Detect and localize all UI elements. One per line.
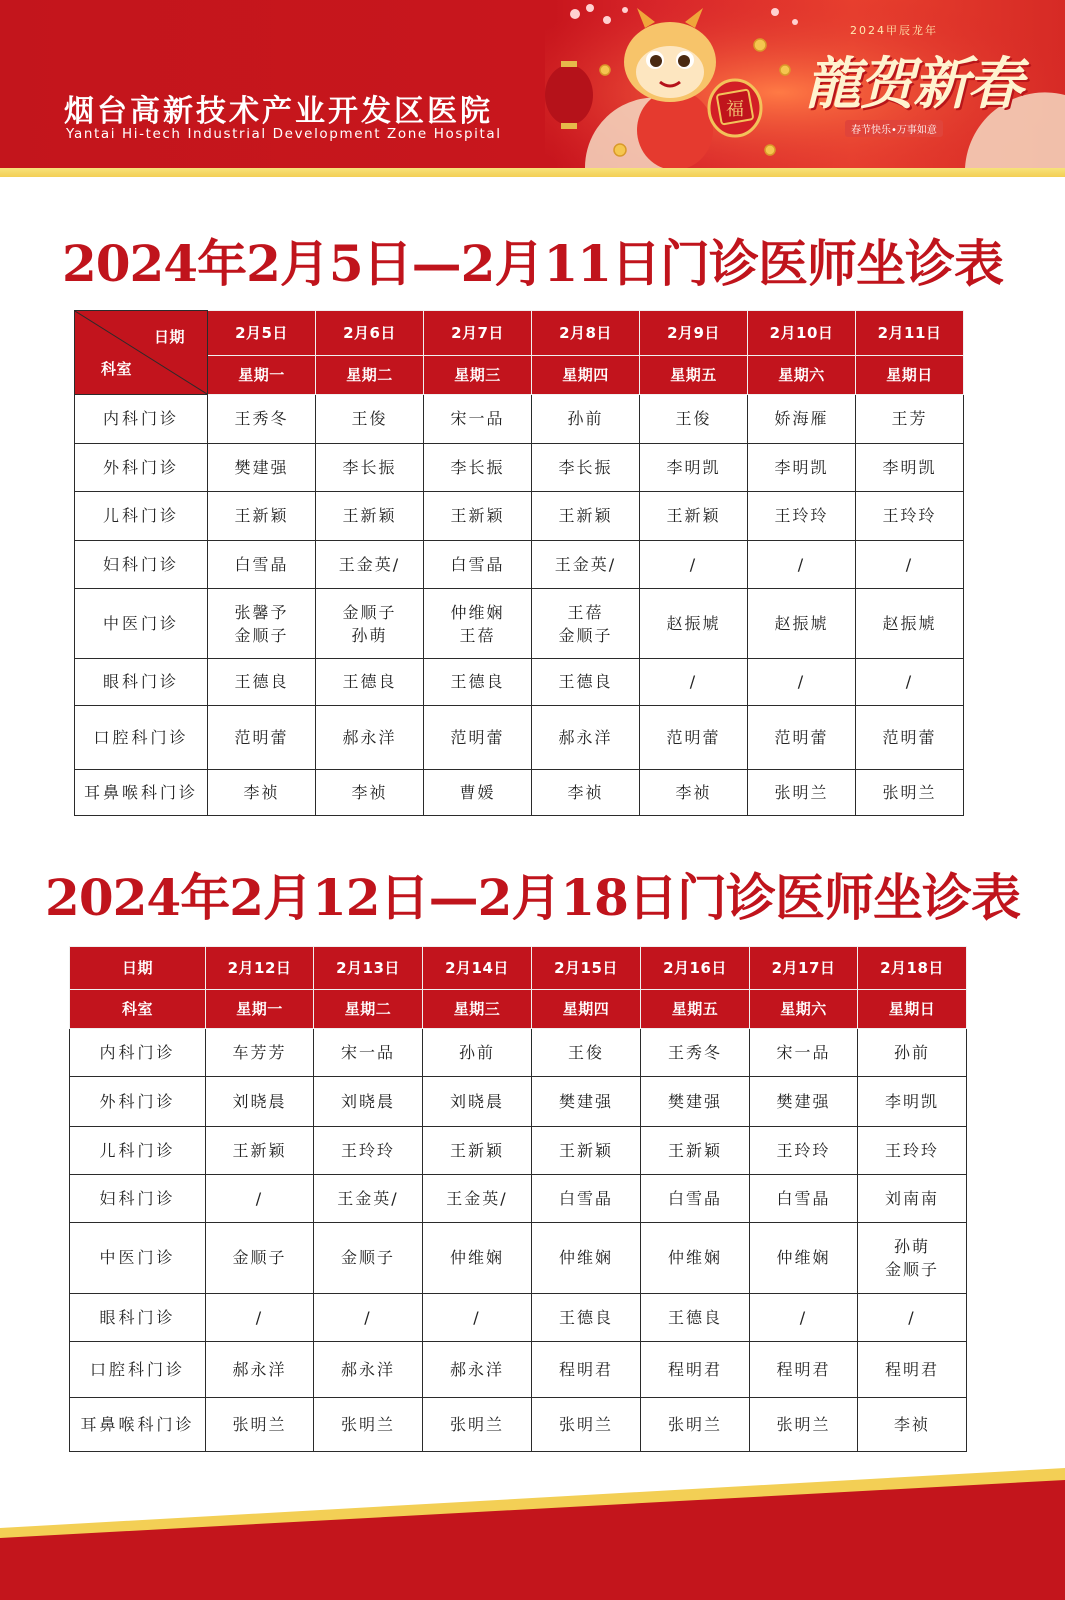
doctor-cell: 仲维娴 bbox=[750, 1223, 858, 1294]
doctor-cell: 王玲玲 bbox=[314, 1127, 423, 1175]
department-cell: 口腔科门诊 bbox=[70, 1342, 206, 1398]
doctor-cell: 王俊 bbox=[532, 1029, 641, 1077]
doctor-cell: 李长振 bbox=[424, 444, 532, 492]
department-cell: 妇科门诊 bbox=[75, 541, 208, 589]
doctor-cell: 王德良 bbox=[532, 659, 640, 706]
doctor-cell: 王新颖 bbox=[532, 492, 640, 541]
weekday-cell: 星期日 bbox=[856, 356, 964, 395]
doctor-cell: 白雪晶 bbox=[750, 1175, 858, 1223]
doctor-cell: 张明兰 bbox=[532, 1398, 641, 1452]
festival-subtitle: 春节快乐•万事如意 bbox=[845, 120, 943, 137]
department-cell: 内科门诊 bbox=[75, 395, 208, 444]
doctor-cell: 金顺子 孙萌 bbox=[316, 589, 424, 659]
doctor-cell: 王金英/ bbox=[314, 1175, 423, 1223]
weekday-cell: 星期四 bbox=[532, 990, 641, 1029]
date-cell: 2月5日 bbox=[208, 311, 316, 356]
doctor-cell: 范明蕾 bbox=[640, 706, 748, 770]
table-row bbox=[70, 1029, 967, 1077]
doctor-cell: 白雪晶 bbox=[641, 1175, 750, 1223]
doctor-cell: 李明凯 bbox=[856, 444, 964, 492]
doctor-cell: 张明兰 bbox=[750, 1398, 858, 1452]
table-row bbox=[70, 1223, 967, 1294]
corner-date-label: 日期 bbox=[70, 947, 206, 990]
doctor-cell: 王德良 bbox=[316, 659, 424, 706]
table-row bbox=[70, 1175, 967, 1223]
table-row bbox=[70, 1077, 967, 1127]
department-cell: 外科门诊 bbox=[70, 1077, 206, 1127]
date-cell: 2月13日 bbox=[314, 947, 423, 990]
doctor-cell: 曹媛 bbox=[424, 770, 532, 816]
corner-date-label: 日期 bbox=[153, 328, 185, 346]
doctor-cell: 张明兰 bbox=[206, 1398, 314, 1452]
doctor-cell: 王秀冬 bbox=[641, 1029, 750, 1077]
date-cell: 2月16日 bbox=[641, 947, 750, 990]
doctor-cell: 范明蕾 bbox=[748, 706, 856, 770]
doctor-cell: 郝永洋 bbox=[316, 706, 424, 770]
doctor-cell: 李明凯 bbox=[748, 444, 856, 492]
date-cell: 2月12日 bbox=[206, 947, 314, 990]
doctor-cell: 赵振虓 bbox=[748, 589, 856, 659]
festival-year: 2024甲辰龙年 bbox=[850, 24, 938, 37]
doctor-cell: 程明君 bbox=[532, 1342, 641, 1398]
date-cell: 2月17日 bbox=[750, 947, 858, 990]
weekday-header-row bbox=[75, 356, 964, 395]
doctor-cell: 樊建强 bbox=[750, 1077, 858, 1127]
doctor-cell: 范明蕾 bbox=[208, 706, 316, 770]
doctor-cell: 娇海雁 bbox=[748, 395, 856, 444]
doctor-cell: 金顺子 bbox=[206, 1223, 314, 1294]
doctor-cell: 王秀冬 bbox=[208, 395, 316, 444]
doctor-cell: 仲维娴 王蓓 bbox=[424, 589, 532, 659]
corner-dept-label: 科室 bbox=[70, 990, 206, 1029]
doctor-cell: 张明兰 bbox=[748, 770, 856, 816]
doctor-cell: 王德良 bbox=[208, 659, 316, 706]
table-row bbox=[75, 706, 964, 770]
weekday-cell: 星期一 bbox=[206, 990, 314, 1029]
doctor-cell: 郝永洋 bbox=[206, 1342, 314, 1398]
doctor-cell: 程明君 bbox=[641, 1342, 750, 1398]
banner-gold-stripe bbox=[0, 168, 1065, 177]
date-cell: 2月10日 bbox=[748, 311, 856, 356]
date-cell: 2月15日 bbox=[532, 947, 641, 990]
doctor-cell: 王金英/ bbox=[423, 1175, 532, 1223]
weekday-cell: 星期三 bbox=[423, 990, 532, 1029]
fortune-char: 福 bbox=[726, 99, 744, 120]
doctor-cell: 宋一品 bbox=[750, 1029, 858, 1077]
doctor-cell: 王金英/ bbox=[532, 541, 640, 589]
doctor-cell: 赵振虓 bbox=[856, 589, 964, 659]
doctor-cell: 刘晓晨 bbox=[206, 1077, 314, 1127]
department-cell: 眼科门诊 bbox=[70, 1294, 206, 1342]
doctor-cell: 王德良 bbox=[641, 1294, 750, 1342]
schedule-body-week2 bbox=[70, 1029, 967, 1452]
table-row bbox=[75, 492, 964, 541]
doctor-cell: 李明凯 bbox=[640, 444, 748, 492]
department-cell: 儿科门诊 bbox=[70, 1127, 206, 1175]
table-row bbox=[70, 1127, 967, 1175]
schedule-body-week1 bbox=[75, 395, 964, 816]
doctor-cell: 仲维娴 bbox=[532, 1223, 641, 1294]
doctor-cell: 王玲玲 bbox=[856, 492, 964, 541]
schedule-title-week1: 2024年2月5日—2月11日门诊医师坐诊表 bbox=[61, 234, 1004, 293]
doctor-cell: 王新颖 bbox=[532, 1127, 641, 1175]
date-cell: 2月7日 bbox=[424, 311, 532, 356]
weekday-cell: 星期日 bbox=[858, 990, 967, 1029]
date-cell: 2月11日 bbox=[856, 311, 964, 356]
doctor-cell: 仲维娴 bbox=[423, 1223, 532, 1294]
doctor-cell: 程明君 bbox=[750, 1342, 858, 1398]
doctor-cell: 李长振 bbox=[316, 444, 424, 492]
doctor-cell: 王芳 bbox=[856, 395, 964, 444]
schedule-table-week1 bbox=[74, 310, 964, 816]
department-cell: 耳鼻喉科门诊 bbox=[70, 1398, 206, 1452]
date-header-row bbox=[75, 311, 964, 356]
date-cell: 2月8日 bbox=[532, 311, 640, 356]
doctor-cell: 王俊 bbox=[640, 395, 748, 444]
table-row bbox=[70, 1398, 967, 1452]
doctor-cell: 王新颖 bbox=[641, 1127, 750, 1175]
doctor-cell: 张馨予 金顺子 bbox=[208, 589, 316, 659]
department-cell: 中医门诊 bbox=[70, 1223, 206, 1294]
doctor-cell: / bbox=[206, 1294, 314, 1342]
doctor-cell: 金顺子 bbox=[314, 1223, 423, 1294]
doctor-cell: / bbox=[858, 1294, 967, 1342]
doctor-cell: 孙前 bbox=[858, 1029, 967, 1077]
doctor-cell: 李祯 bbox=[858, 1398, 967, 1452]
doctor-cell: 王蓓 金顺子 bbox=[532, 589, 640, 659]
doctor-cell: 刘晓晨 bbox=[423, 1077, 532, 1127]
doctor-cell: / bbox=[750, 1294, 858, 1342]
doctor-cell: 王德良 bbox=[424, 659, 532, 706]
doctor-cell: 王俊 bbox=[316, 395, 424, 444]
weekday-header-row bbox=[70, 990, 967, 1029]
doctor-cell: / bbox=[206, 1175, 314, 1223]
doctor-cell: 车芳芳 bbox=[206, 1029, 314, 1077]
table-row bbox=[75, 444, 964, 492]
doctor-cell: 刘南南 bbox=[858, 1175, 967, 1223]
doctor-cell: 孙前 bbox=[423, 1029, 532, 1077]
department-cell: 口腔科门诊 bbox=[75, 706, 208, 770]
date-header-row bbox=[70, 947, 967, 990]
doctor-cell: / bbox=[314, 1294, 423, 1342]
doctor-cell: 郝永洋 bbox=[532, 706, 640, 770]
doctor-cell: 王金英/ bbox=[316, 541, 424, 589]
table-row bbox=[70, 1342, 967, 1398]
header-banner bbox=[0, 0, 1065, 168]
department-cell: 中医门诊 bbox=[75, 589, 208, 659]
doctor-cell: 王新颖 bbox=[423, 1127, 532, 1175]
doctor-cell: / bbox=[640, 659, 748, 706]
weekday-cell: 星期五 bbox=[641, 990, 750, 1029]
doctor-cell: 孙萌 金顺子 bbox=[858, 1223, 967, 1294]
footer-decoration bbox=[0, 1468, 1065, 1600]
doctor-cell: 李祯 bbox=[316, 770, 424, 816]
festival-title: 龍贺新春 bbox=[805, 51, 1021, 117]
doctor-cell: 王玲玲 bbox=[858, 1127, 967, 1175]
weekday-cell: 星期五 bbox=[640, 356, 748, 395]
doctor-cell: 王新颖 bbox=[424, 492, 532, 541]
corner-header-cell bbox=[75, 311, 208, 395]
doctor-cell: 张明兰 bbox=[423, 1398, 532, 1452]
weekday-cell: 星期一 bbox=[208, 356, 316, 395]
doctor-cell: 李祯 bbox=[532, 770, 640, 816]
doctor-cell: 王新颖 bbox=[316, 492, 424, 541]
weekday-cell: 星期四 bbox=[532, 356, 640, 395]
doctor-cell: / bbox=[856, 541, 964, 589]
table-row bbox=[75, 770, 964, 816]
corner-dept-label: 科室 bbox=[101, 360, 133, 378]
table-row bbox=[75, 659, 964, 706]
doctor-cell: 樊建强 bbox=[532, 1077, 641, 1127]
department-cell: 妇科门诊 bbox=[70, 1175, 206, 1223]
doctor-cell: 赵振虓 bbox=[640, 589, 748, 659]
doctor-cell: / bbox=[423, 1294, 532, 1342]
doctor-cell: / bbox=[748, 659, 856, 706]
doctor-cell: 王玲玲 bbox=[750, 1127, 858, 1175]
doctor-cell: 白雪晶 bbox=[532, 1175, 641, 1223]
date-cell: 2月14日 bbox=[423, 947, 532, 990]
doctor-cell: 王德良 bbox=[532, 1294, 641, 1342]
doctor-cell: 李祯 bbox=[640, 770, 748, 816]
table-row bbox=[75, 395, 964, 444]
doctor-cell: 郝永洋 bbox=[314, 1342, 423, 1398]
doctor-cell: 张明兰 bbox=[314, 1398, 423, 1452]
schedule-title-week2: 2024年2月12日—2月18日门诊医师坐诊表 bbox=[45, 868, 1020, 927]
doctor-cell: 宋一品 bbox=[314, 1029, 423, 1077]
doctor-cell: 孙前 bbox=[532, 395, 640, 444]
doctor-cell: 范明蕾 bbox=[856, 706, 964, 770]
weekday-cell: 星期三 bbox=[424, 356, 532, 395]
doctor-cell: 郝永洋 bbox=[423, 1342, 532, 1398]
doctor-cell: 白雪晶 bbox=[208, 541, 316, 589]
department-cell: 外科门诊 bbox=[75, 444, 208, 492]
doctor-cell: 范明蕾 bbox=[424, 706, 532, 770]
hospital-name-en: Yantai Hi-tech Industrial Development Zone Hospital bbox=[66, 126, 502, 142]
weekday-cell: 星期二 bbox=[314, 990, 423, 1029]
doctor-cell: 张明兰 bbox=[856, 770, 964, 816]
doctor-cell: 樊建强 bbox=[641, 1077, 750, 1127]
doctor-cell: 王新颖 bbox=[206, 1127, 314, 1175]
doctor-cell: / bbox=[640, 541, 748, 589]
doctor-cell: 王新颖 bbox=[208, 492, 316, 541]
doctor-cell: 王新颖 bbox=[640, 492, 748, 541]
department-cell: 眼科门诊 bbox=[75, 659, 208, 706]
date-cell: 2月9日 bbox=[640, 311, 748, 356]
hospital-name: 烟台高新技术产业开发区医院 bbox=[64, 94, 493, 129]
table-row bbox=[75, 541, 964, 589]
weekday-cell: 星期二 bbox=[316, 356, 424, 395]
doctor-cell: 樊建强 bbox=[208, 444, 316, 492]
department-cell: 内科门诊 bbox=[70, 1029, 206, 1077]
weekday-cell: 星期六 bbox=[750, 990, 858, 1029]
doctor-cell: 宋一品 bbox=[424, 395, 532, 444]
doctor-cell: 王玲玲 bbox=[748, 492, 856, 541]
table-row bbox=[70, 1294, 967, 1342]
doctor-cell: / bbox=[856, 659, 964, 706]
doctor-cell: 张明兰 bbox=[641, 1398, 750, 1452]
date-cell: 2月18日 bbox=[858, 947, 967, 990]
doctor-cell: / bbox=[748, 541, 856, 589]
doctor-cell: 白雪晶 bbox=[424, 541, 532, 589]
department-cell: 耳鼻喉科门诊 bbox=[75, 770, 208, 816]
doctor-cell: 李明凯 bbox=[858, 1077, 967, 1127]
table-row bbox=[75, 589, 964, 659]
lucky-bag-icon bbox=[709, 80, 761, 136]
weekday-cell: 星期六 bbox=[748, 356, 856, 395]
doctor-cell: 仲维娴 bbox=[641, 1223, 750, 1294]
schedule-table-week2 bbox=[69, 946, 967, 1452]
diagonal-line bbox=[75, 311, 207, 394]
date-cell: 2月6日 bbox=[316, 311, 424, 356]
doctor-cell: 李长振 bbox=[532, 444, 640, 492]
department-cell: 儿科门诊 bbox=[75, 492, 208, 541]
doctor-cell: 刘晓晨 bbox=[314, 1077, 423, 1127]
doctor-cell: 李祯 bbox=[208, 770, 316, 816]
doctor-cell: 程明君 bbox=[858, 1342, 967, 1398]
